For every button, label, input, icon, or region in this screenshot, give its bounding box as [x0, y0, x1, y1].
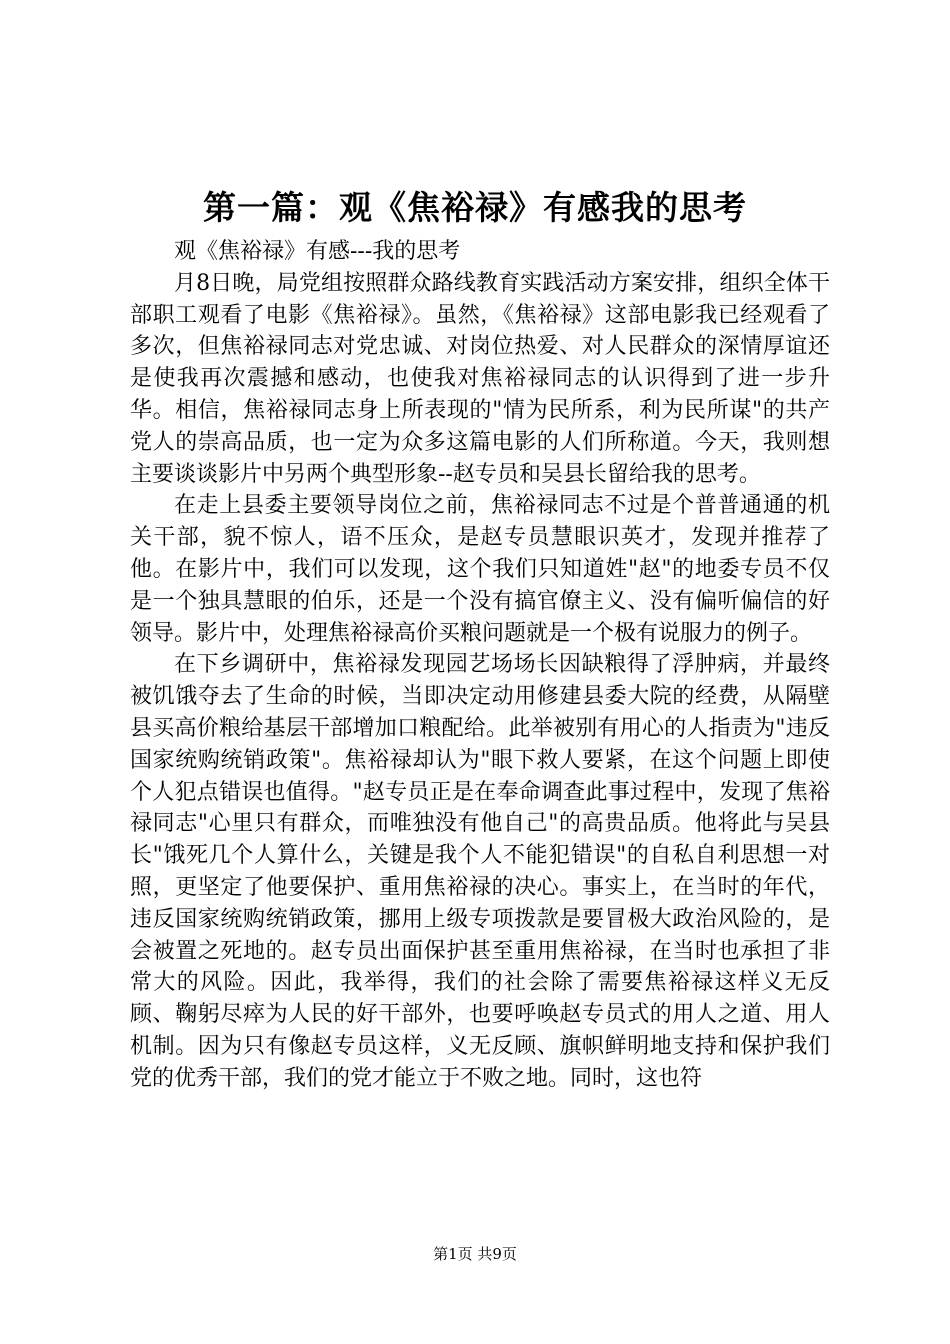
paragraph-1: 月8日晚，局党组按照群众路线教育实践活动方案安排，组织全体干部职工观看了电影《焦裕禄》。虽然，《焦裕禄》这部电影我已经观看了多次，但焦裕禄同志对党忠诚、对岗位热爱、对人民群众的深情厚谊还是使我再次震撼和感动，也使我对焦裕禄同志的认识得到了进一步升华。相信，焦裕禄同志身上所表现的"情为民所系，利为民所谋"的共产党人的崇高品质，也一定为众多这篇电影的人们所称道。今天，我则想主要谈谈影片中另两个典型形象--赵专员和吴县长留给我的思考。 [130, 270, 830, 487]
paragraph-3: 在下乡调研中，焦裕禄发现园艺场场长因缺粮得了浮肿病，并最终被饥饿夺去了生命的时候，当即决定动用修建县委大院的经费，从隔壁县买高价粮给基层干部增加口粮配给。此举被别有用心的人指责为"违反国家统购统销政策"。焦裕禄却认为"眼下救人要紧，在这个问题上即使个人犯点错误也值得。"赵专员正是在奉命调查此事过程中，发现了焦裕禄同志"心里只有群众，而唯独没有他自己"的高贵品质。他将此与吴县长"饿死几个人算什么，关键是我个人不能犯错误"的自私自利思想一对照，更坚定了他要保护、重用焦裕禄的决心。事实上，在当时的年代，违反国家统购统销政策，挪用上级专项拨款是要冒极大政治风险的，是会被置之死地的。赵专员出面保护甚至重用焦裕禄，在当时也承担了非常大的风险。因此，我举得，我们的社会除了需要焦裕禄这样义无反顾、鞠躬尽瘁为人民的好干部外，也要呼唤赵专员式的用人之道、用人机制。因为只有像赵专员这样，义无反顾、旗帜鲜明地支持和保护我们党的优秀干部，我们的党才能立于不败之地。同时，这也符 [130, 652, 830, 1091]
document-body [130, 236, 830, 1095]
document-subtitle: 观《焦裕禄》有感---我的思考 [174, 239, 461, 264]
document-title: 第一篇：观《焦裕禄》有感我的思考 [203, 188, 747, 227]
paragraph-2: 在走上县委主要领导岗位之前，焦裕禄同志不过是个普普通通的机关干部，貌不惊人，语不压众，是赵专员慧眼识英才，发现并推荐了他。在影片中，我们可以发现，这个我们只知道姓"赵"的地委专员不仅是一个独具慧眼的伯乐，还是一个没有搞官僚主义、没有偏听偏信的好领导。影片中，处理焦裕禄高价买粮问题就是一个极有说服力的例子。 [130, 493, 830, 646]
page-number-footer: 第1页 共9页 [433, 1245, 517, 1263]
